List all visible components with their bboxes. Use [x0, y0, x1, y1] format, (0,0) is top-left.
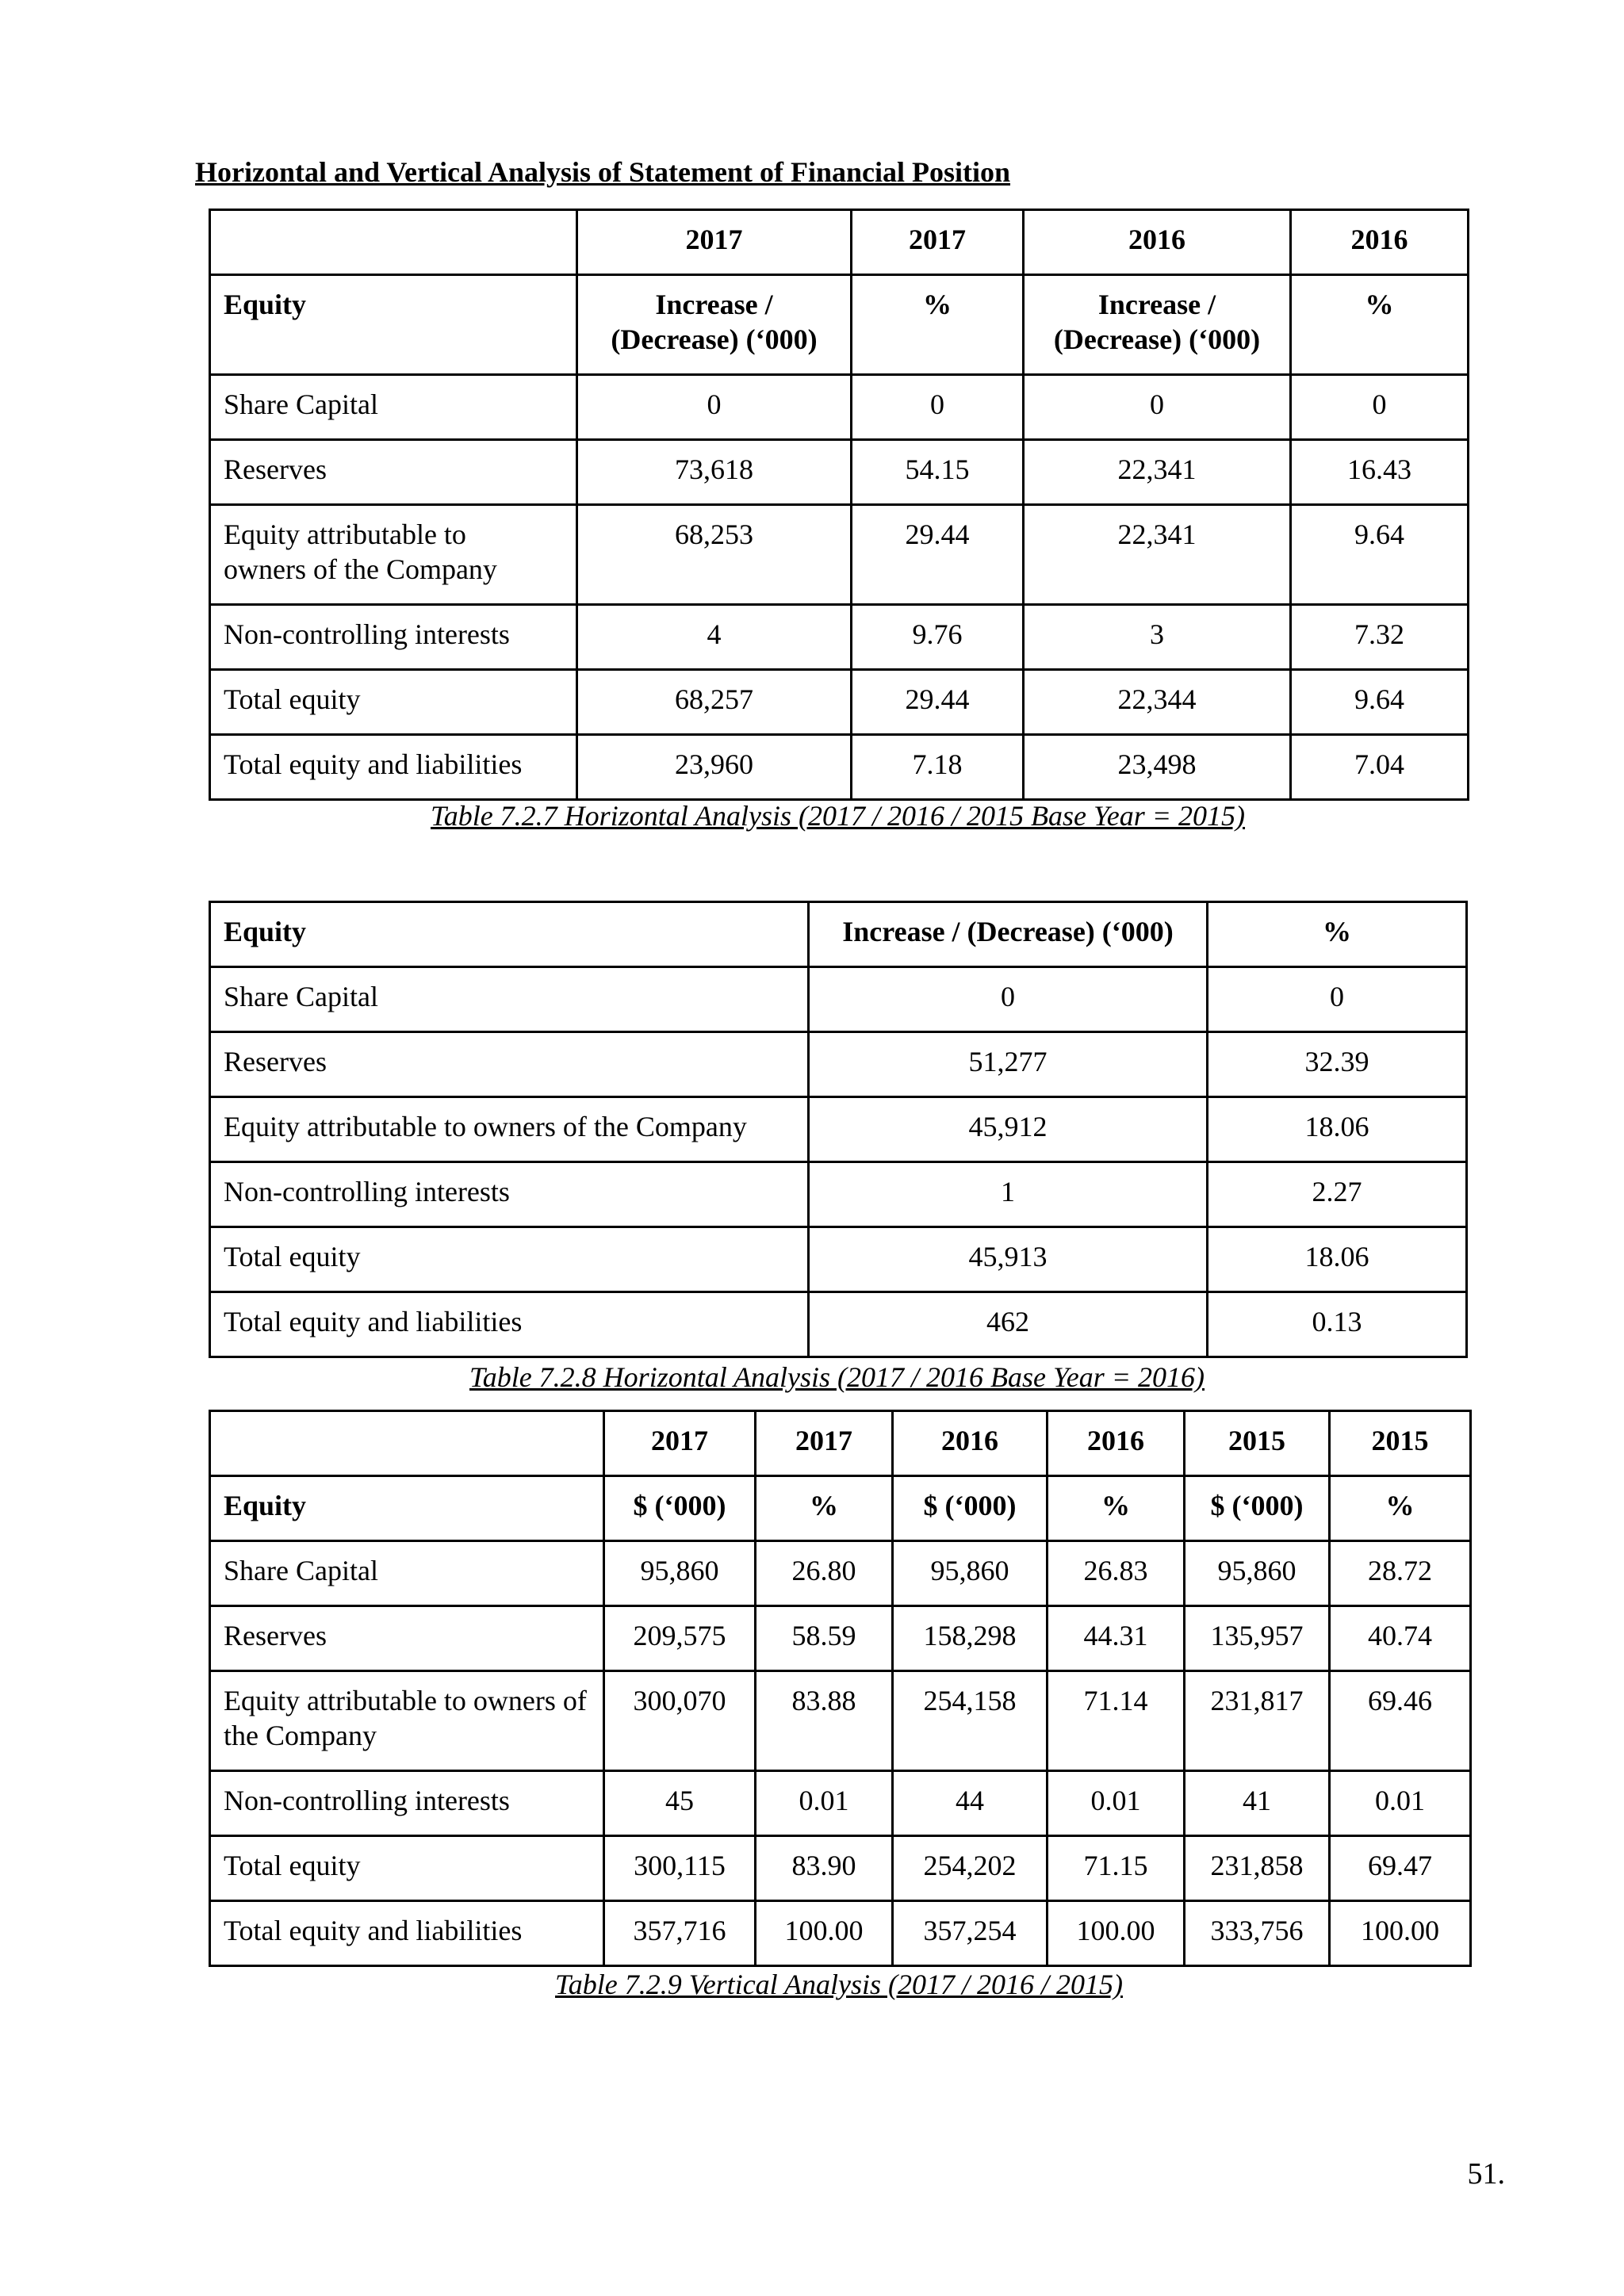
table-cell: 0.01	[1048, 1771, 1185, 1836]
year-header: 2015	[1330, 1411, 1471, 1476]
table-row	[210, 1227, 1467, 1292]
table-row	[210, 1606, 1471, 1671]
table-row	[210, 1032, 1467, 1097]
page-number: 51.	[1467, 2157, 1505, 2191]
vertical-analysis-table	[209, 1410, 1472, 1967]
table-cell: 16.43	[1291, 440, 1469, 505]
row-label: Reserves	[210, 440, 577, 505]
row-label: Total equity and liabilities	[210, 735, 577, 800]
row-label: Non-controlling interests	[210, 605, 577, 670]
column-header: %	[1330, 1476, 1471, 1541]
table-cell: 32.39	[1208, 1032, 1467, 1097]
table-cell: 7.04	[1291, 735, 1469, 800]
table-cell: 357,716	[604, 1901, 756, 1966]
table-cell: 22,341	[1024, 505, 1291, 605]
table-cell: 100.00	[756, 1901, 893, 1966]
table-cell: 26.83	[1048, 1541, 1185, 1606]
table-cell: 254,158	[893, 1671, 1048, 1771]
table-cell: 0	[809, 967, 1208, 1032]
table-caption: Table 7.2.9 Vertical Analysis (2017 / 2016 / 2015)	[555, 1969, 1123, 2000]
table-cell: 135,957	[1185, 1606, 1330, 1671]
table-cell: 9.76	[852, 605, 1024, 670]
table-cell: 95,860	[1185, 1541, 1330, 1606]
column-header: %	[1291, 275, 1469, 375]
table-row	[210, 605, 1469, 670]
table-cell: 73,618	[577, 440, 852, 505]
column-header: Equity	[210, 275, 577, 375]
year-header	[210, 210, 577, 275]
table-cell: 100.00	[1330, 1901, 1471, 1966]
table-cell: 68,253	[577, 505, 852, 605]
table-row	[210, 505, 1469, 605]
table-cell: 69.46	[1330, 1671, 1471, 1771]
table-cell: 58.59	[756, 1606, 893, 1671]
table-row	[210, 735, 1469, 800]
year-header: 2015	[1185, 1411, 1330, 1476]
table-cell: 26.80	[756, 1541, 893, 1606]
table-cell: 40.74	[1330, 1606, 1471, 1671]
table-row	[210, 1901, 1471, 1966]
table-cell: 0.01	[1330, 1771, 1471, 1836]
table-cell: 462	[809, 1292, 1208, 1357]
table-cell: 1	[809, 1162, 1208, 1227]
row-label: Total equity	[210, 1227, 809, 1292]
table-cell: 4	[577, 605, 852, 670]
row-label: Share Capital	[210, 1541, 604, 1606]
table-cell: 0	[577, 375, 852, 440]
page-heading: Horizontal and Vertical Analysis of Statement of Financial Position	[195, 156, 1011, 188]
table-cell: 0.13	[1208, 1292, 1467, 1357]
table-cell: 44	[893, 1771, 1048, 1836]
table-cell: 45,913	[809, 1227, 1208, 1292]
table-cell: 45	[604, 1771, 756, 1836]
table-cell: 71.14	[1048, 1671, 1185, 1771]
horizontal-analysis-2016-table	[209, 901, 1468, 1358]
table-cell: 0	[1208, 967, 1467, 1032]
table-cell: 23,498	[1024, 735, 1291, 800]
table-cell: 2.27	[1208, 1162, 1467, 1227]
row-label: Share Capital	[210, 375, 577, 440]
year-header: 2017	[577, 210, 852, 275]
table-caption: Table 7.2.7 Horizontal Analysis (2017 / 2016 / 2015 Base Year = 2015)	[430, 800, 1246, 832]
table-row	[210, 1671, 1471, 1771]
column-header: Increase / (Decrease) (‘000)	[577, 275, 852, 375]
table-cell: 22,341	[1024, 440, 1291, 505]
table-row	[210, 1292, 1467, 1357]
table-cell: 100.00	[1048, 1901, 1185, 1966]
table-cell: 51,277	[809, 1032, 1208, 1097]
row-label: Non-controlling interests	[210, 1162, 809, 1227]
table-cell: 9.64	[1291, 505, 1469, 605]
column-header: Increase / (Decrease) (‘000)	[809, 902, 1208, 967]
table-caption: Table 7.2.8 Horizontal Analysis (2017 / 2016 Base Year = 2016)	[469, 1361, 1205, 1393]
horizontal-analysis-2015-table	[209, 209, 1469, 801]
column-header: $ (‘000)	[893, 1476, 1048, 1541]
table-cell: 333,756	[1185, 1901, 1330, 1966]
table-cell: 29.44	[852, 505, 1024, 605]
table-row	[210, 670, 1469, 735]
year-header: 2017	[604, 1411, 756, 1476]
table-cell: 9.64	[1291, 670, 1469, 735]
table-cell: 0	[1024, 375, 1291, 440]
table-cell: 231,858	[1185, 1836, 1330, 1901]
table-cell: 22,344	[1024, 670, 1291, 735]
year-header: 2017	[756, 1411, 893, 1476]
table-row	[210, 1541, 1471, 1606]
table-cell: 254,202	[893, 1836, 1048, 1901]
year-header: 2016	[1024, 210, 1291, 275]
row-label: Total equity	[210, 1836, 604, 1901]
table-row	[210, 440, 1469, 505]
table-cell: 83.88	[756, 1671, 893, 1771]
table-cell: 44.31	[1048, 1606, 1185, 1671]
table-cell: 95,860	[893, 1541, 1048, 1606]
table-cell: 3	[1024, 605, 1291, 670]
table-cell: 29.44	[852, 670, 1024, 735]
row-label: Reserves	[210, 1606, 604, 1671]
table-cell: 18.06	[1208, 1097, 1467, 1162]
table-cell: 54.15	[852, 440, 1024, 505]
table-cell: 45,912	[809, 1097, 1208, 1162]
table-row	[210, 1097, 1467, 1162]
row-label: Non-controlling interests	[210, 1771, 604, 1836]
table-cell: 158,298	[893, 1606, 1048, 1671]
table-cell: 7.18	[852, 735, 1024, 800]
table-cell: 71.15	[1048, 1836, 1185, 1901]
table-cell: 68,257	[577, 670, 852, 735]
column-header: %	[756, 1476, 893, 1541]
table-cell: 69.47	[1330, 1836, 1471, 1901]
table-cell: 0	[852, 375, 1024, 440]
row-label: Equity attributable to owners of the Company	[210, 1097, 809, 1162]
table-cell: 23,960	[577, 735, 852, 800]
column-header: $ (‘000)	[604, 1476, 756, 1541]
table-cell: 209,575	[604, 1606, 756, 1671]
year-header	[210, 1411, 604, 1476]
year-header: 2016	[1291, 210, 1469, 275]
column-header: Equity	[210, 902, 809, 967]
column-header: %	[1208, 902, 1467, 967]
row-label: Equity attributable to owners of the Company	[210, 1671, 604, 1771]
table-row	[210, 967, 1467, 1032]
table-cell: 83.90	[756, 1836, 893, 1901]
year-header: 2017	[852, 210, 1024, 275]
year-header: 2016	[893, 1411, 1048, 1476]
row-label: Total equity and liabilities	[210, 1901, 604, 1966]
table-cell: 7.32	[1291, 605, 1469, 670]
column-header: %	[1048, 1476, 1185, 1541]
table-cell: 231,817	[1185, 1671, 1330, 1771]
column-header: Equity	[210, 1476, 604, 1541]
column-header: %	[852, 275, 1024, 375]
table-cell: 95,860	[604, 1541, 756, 1606]
table-cell: 0	[1291, 375, 1469, 440]
table-cell: 18.06	[1208, 1227, 1467, 1292]
table-row	[210, 1836, 1471, 1901]
row-label: Share Capital	[210, 967, 809, 1032]
table-row	[210, 1771, 1471, 1836]
table-cell: 28.72	[1330, 1541, 1471, 1606]
row-label: Total equity	[210, 670, 577, 735]
row-label: Equity attributable to owners of the Company	[210, 505, 577, 605]
year-header: 2016	[1048, 1411, 1185, 1476]
row-label: Total equity and liabilities	[210, 1292, 809, 1357]
column-header: Increase / (Decrease) (‘000)	[1024, 275, 1291, 375]
column-header: $ (‘000)	[1185, 1476, 1330, 1541]
table-cell: 0.01	[756, 1771, 893, 1836]
table-row	[210, 1162, 1467, 1227]
table-cell: 41	[1185, 1771, 1330, 1836]
row-label: Reserves	[210, 1032, 809, 1097]
table-cell: 357,254	[893, 1901, 1048, 1966]
table-row	[210, 375, 1469, 440]
table-cell: 300,115	[604, 1836, 756, 1901]
table-cell: 300,070	[604, 1671, 756, 1771]
